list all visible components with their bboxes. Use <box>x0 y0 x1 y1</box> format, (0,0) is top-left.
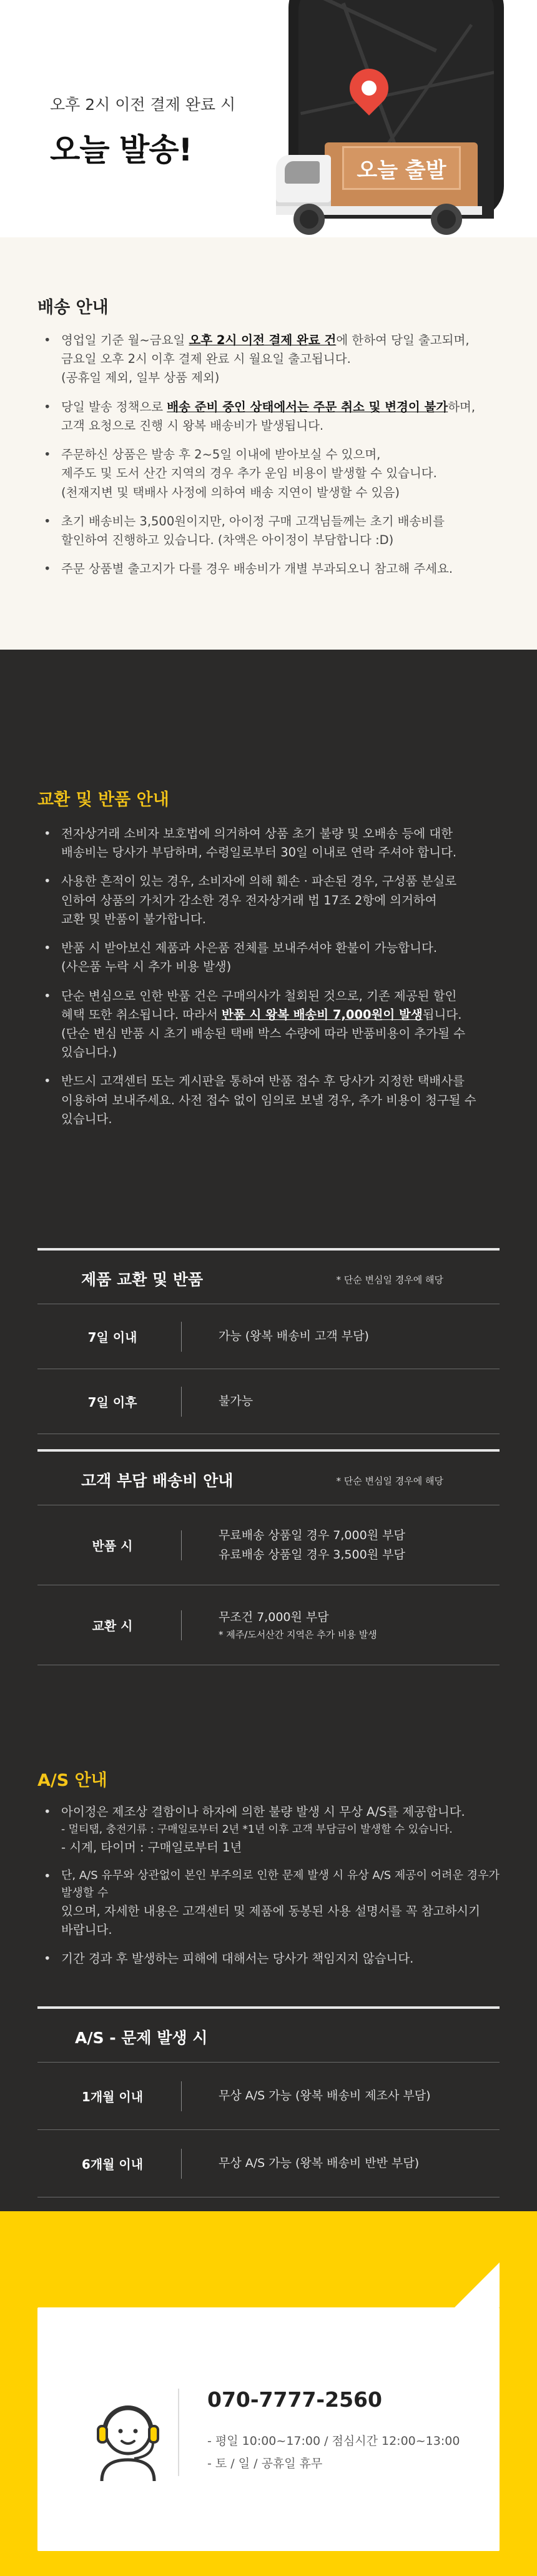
table-row <box>37 1585 500 1665</box>
business-hours: - 평일 10:00~17:00 / 점심시간 12:00~13:00 - 토 / 일 / 공휴일 휴무 <box>207 2434 460 2471</box>
list-item: • 기간 경과 후 발생하는 피해에 대해서는 당사가 책임지지 않습니다. <box>37 1949 506 1968</box>
delivery-title: 배송 안내 <box>37 298 109 317</box>
table-row <box>37 1369 500 1434</box>
delivery-info-section <box>0 237 537 650</box>
row-value: 무상 A/S 가능 (왕복 배송비 반반 부담) <box>219 2156 420 2171</box>
list-item: • 전자상거래 소비자 보호법에 의거하여 상품 초기 불량 및 오배송 등에 대한 배송비는 당사가 부담하며, 수령일로부터 30일 이내로 연락 주셔야 합니다. <box>37 825 506 862</box>
contact-footer <box>0 2211 537 2576</box>
list-item: • 단순 변심으로 인한 반품 건은 구매의사가 철회된 것으로, 기존 제공된 할인 혜택 또한 취소됩니다. 따라서 반품 시 왕복 배송비 7,000원이 발생됩니다. (단순 변심 반품 시 초기 배송된 택배 박스 수량에 따라 반품비용이 추가될 수 있습니다.) <box>37 987 506 1063</box>
exchange-list <box>37 825 506 1139</box>
row-note: * 제주/도서산간 지역은 추가 비용 발생 <box>219 1628 377 1640</box>
table-header <box>37 1248 500 1304</box>
deadline-highlight: 오후 2시 이전 결제 완료 건 <box>189 333 337 347</box>
row-value: 무료배송 상품일 경우 7,000원 부담 <box>219 1528 405 1543</box>
list-item: • 영업일 기준 월~금요일 오후 2시 이전 결제 완료 건에 한하여 당일 출고되며, 금요일 오후 2시 이후 결제 완료 시 월요일 출고됩니다. (공휴일 제외, 일부 상품 제외) <box>37 331 506 388</box>
contact-card <box>37 2307 500 2551</box>
delivery-list <box>37 331 506 588</box>
list-item: • 단, A/S 유무와 상관없이 본인 부주의로 인한 문제 발생 시 유상 A/S 제공이 어려운 경우가 발생할 수 있으며, 자세한 내용은 고객센터 및 제품에 동봉된 사용 설명서를 꼭 참고하시기 바랍니다. <box>37 1867 506 1939</box>
truck-wheel-front <box>293 204 325 235</box>
table-title: A/S - 문제 발생 시 <box>75 2029 208 2047</box>
phone-number[interactable]: 070-7777-2560 <box>207 2387 382 2412</box>
hero-title: 오늘 발송! <box>50 132 192 168</box>
row-value: 불가능 <box>219 1394 254 1409</box>
headset-agent-icon <box>91 2395 165 2482</box>
no-cancel-highlight: 배송 준비 중인 상태에서는 주문 취소 및 변경이 불가 <box>167 399 448 414</box>
table-note: * 단순 변심일 경우에 해당 <box>336 1274 443 1286</box>
row-key: 1개월 이내 <box>81 2089 144 2104</box>
return-fee-highlight: 반품 시 왕복 배송비 7,000원이 발생 <box>222 1007 423 1022</box>
truck-wheel-rear <box>431 204 462 235</box>
list-item: • 초기 배송비는 3,500원이지만, 아이정 구매 고객님들께는 초기 배송비를 할인하여 진행하고 있습니다. (차액은 아이정이 부담합니다 :D) <box>37 512 506 550</box>
table-note: * 단순 변심일 경우에 해당 <box>336 1475 443 1487</box>
row-value: 유료배송 상품일 경우 3,500원 부담 <box>219 1547 405 1562</box>
list-item: • 반품 시 받아보신 제품과 사은품 전체를 보내주셔야 환불이 가능합니다. (사은품 누락 시 추가 비용 발생) <box>37 939 506 976</box>
table-header <box>37 1449 500 1505</box>
shipping-fee-table <box>37 1449 500 1665</box>
table-row <box>37 1505 500 1585</box>
table-row <box>37 2130 500 2197</box>
row-value: 가능 (왕복 배송비 고객 부담) <box>219 1329 369 1344</box>
list-item: • 사용한 흔적이 있는 경우, 소비자에 의해 훼손 · 파손된 경우, 구성품 분실로 인하여 상품의 가치가 감소한 경우 전자상거래 법 17조 2항에 의거하여 교환 및 반품이 불가합니다. <box>37 872 506 929</box>
table-title: 고객 부담 배송비 안내 <box>81 1472 234 1490</box>
table-header <box>37 2006 500 2063</box>
list-item: • 당일 발송 정책으로 배송 준비 중인 상태에서는 주문 취소 및 변경이 불가하며, 고객 요청으로 진행 시 왕복 배송비가 발생됩니다. <box>37 398 506 435</box>
row-key: 6개월 이내 <box>81 2157 144 2172</box>
as-list <box>37 1803 506 1978</box>
table-row <box>37 1304 500 1369</box>
truck-window <box>285 161 320 184</box>
truck-label: 오늘 출발 <box>342 146 461 190</box>
list-item: • 주문 상품별 출고지가 다를 경우 배송비가 개별 부과되오니 참고해 주세요. <box>37 560 506 578</box>
hero-subtitle: 오후 2시 이전 결제 완료 시 <box>50 96 236 114</box>
exchange-title: 교환 및 반품 안내 <box>37 790 169 810</box>
hero-banner <box>0 0 537 237</box>
row-key: 7일 이내 <box>87 1330 137 1345</box>
table-row <box>37 2063 500 2130</box>
row-key: 7일 이후 <box>87 1395 137 1410</box>
table-title: 제품 교환 및 반품 <box>81 1271 204 1289</box>
row-key: 교환 시 <box>92 1618 133 1633</box>
list-item: • 주문하신 상품은 발송 후 2~5일 이내에 받아보실 수 있으며, 제주도 및 도서 산간 지역의 경우 추가 운임 비용이 발생할 수 있습니다. (천재지변 및 택배사 사정에 의하여 배송 지연이 발생할 수 있음) <box>37 445 506 502</box>
list-item: • 아이정은 제조상 결함이나 하자에 의한 불량 발생 시 무상 A/S를 제공합니다. - 멀티탭, 충전기류 : 구매일로부터 2년 *1년 이후 고객 부담금이 발생할 수 있습니다. - 시계, 타이머 : 구매일로부터 1년 <box>37 1803 506 1857</box>
row-value: 무상 A/S 가능 (왕복 배송비 제조사 부담) <box>219 2089 431 2103</box>
exchange-as-section <box>0 650 537 2211</box>
row-value: 무조건 7,000원 부담 <box>219 1610 329 1625</box>
row-key: 반품 시 <box>92 1538 133 1553</box>
as-title: A/S 안내 <box>37 1771 107 1790</box>
list-item: • 반드시 고객센터 또는 게시판을 통하여 반품 접수 후 당사가 지정한 택배사를 이용하여 보내주세요. 사전 접수 없이 임의로 보낼 경우, 추가 비용이 청구될 수 있습니다. <box>37 1072 506 1129</box>
exchange-return-table <box>37 1248 500 1434</box>
